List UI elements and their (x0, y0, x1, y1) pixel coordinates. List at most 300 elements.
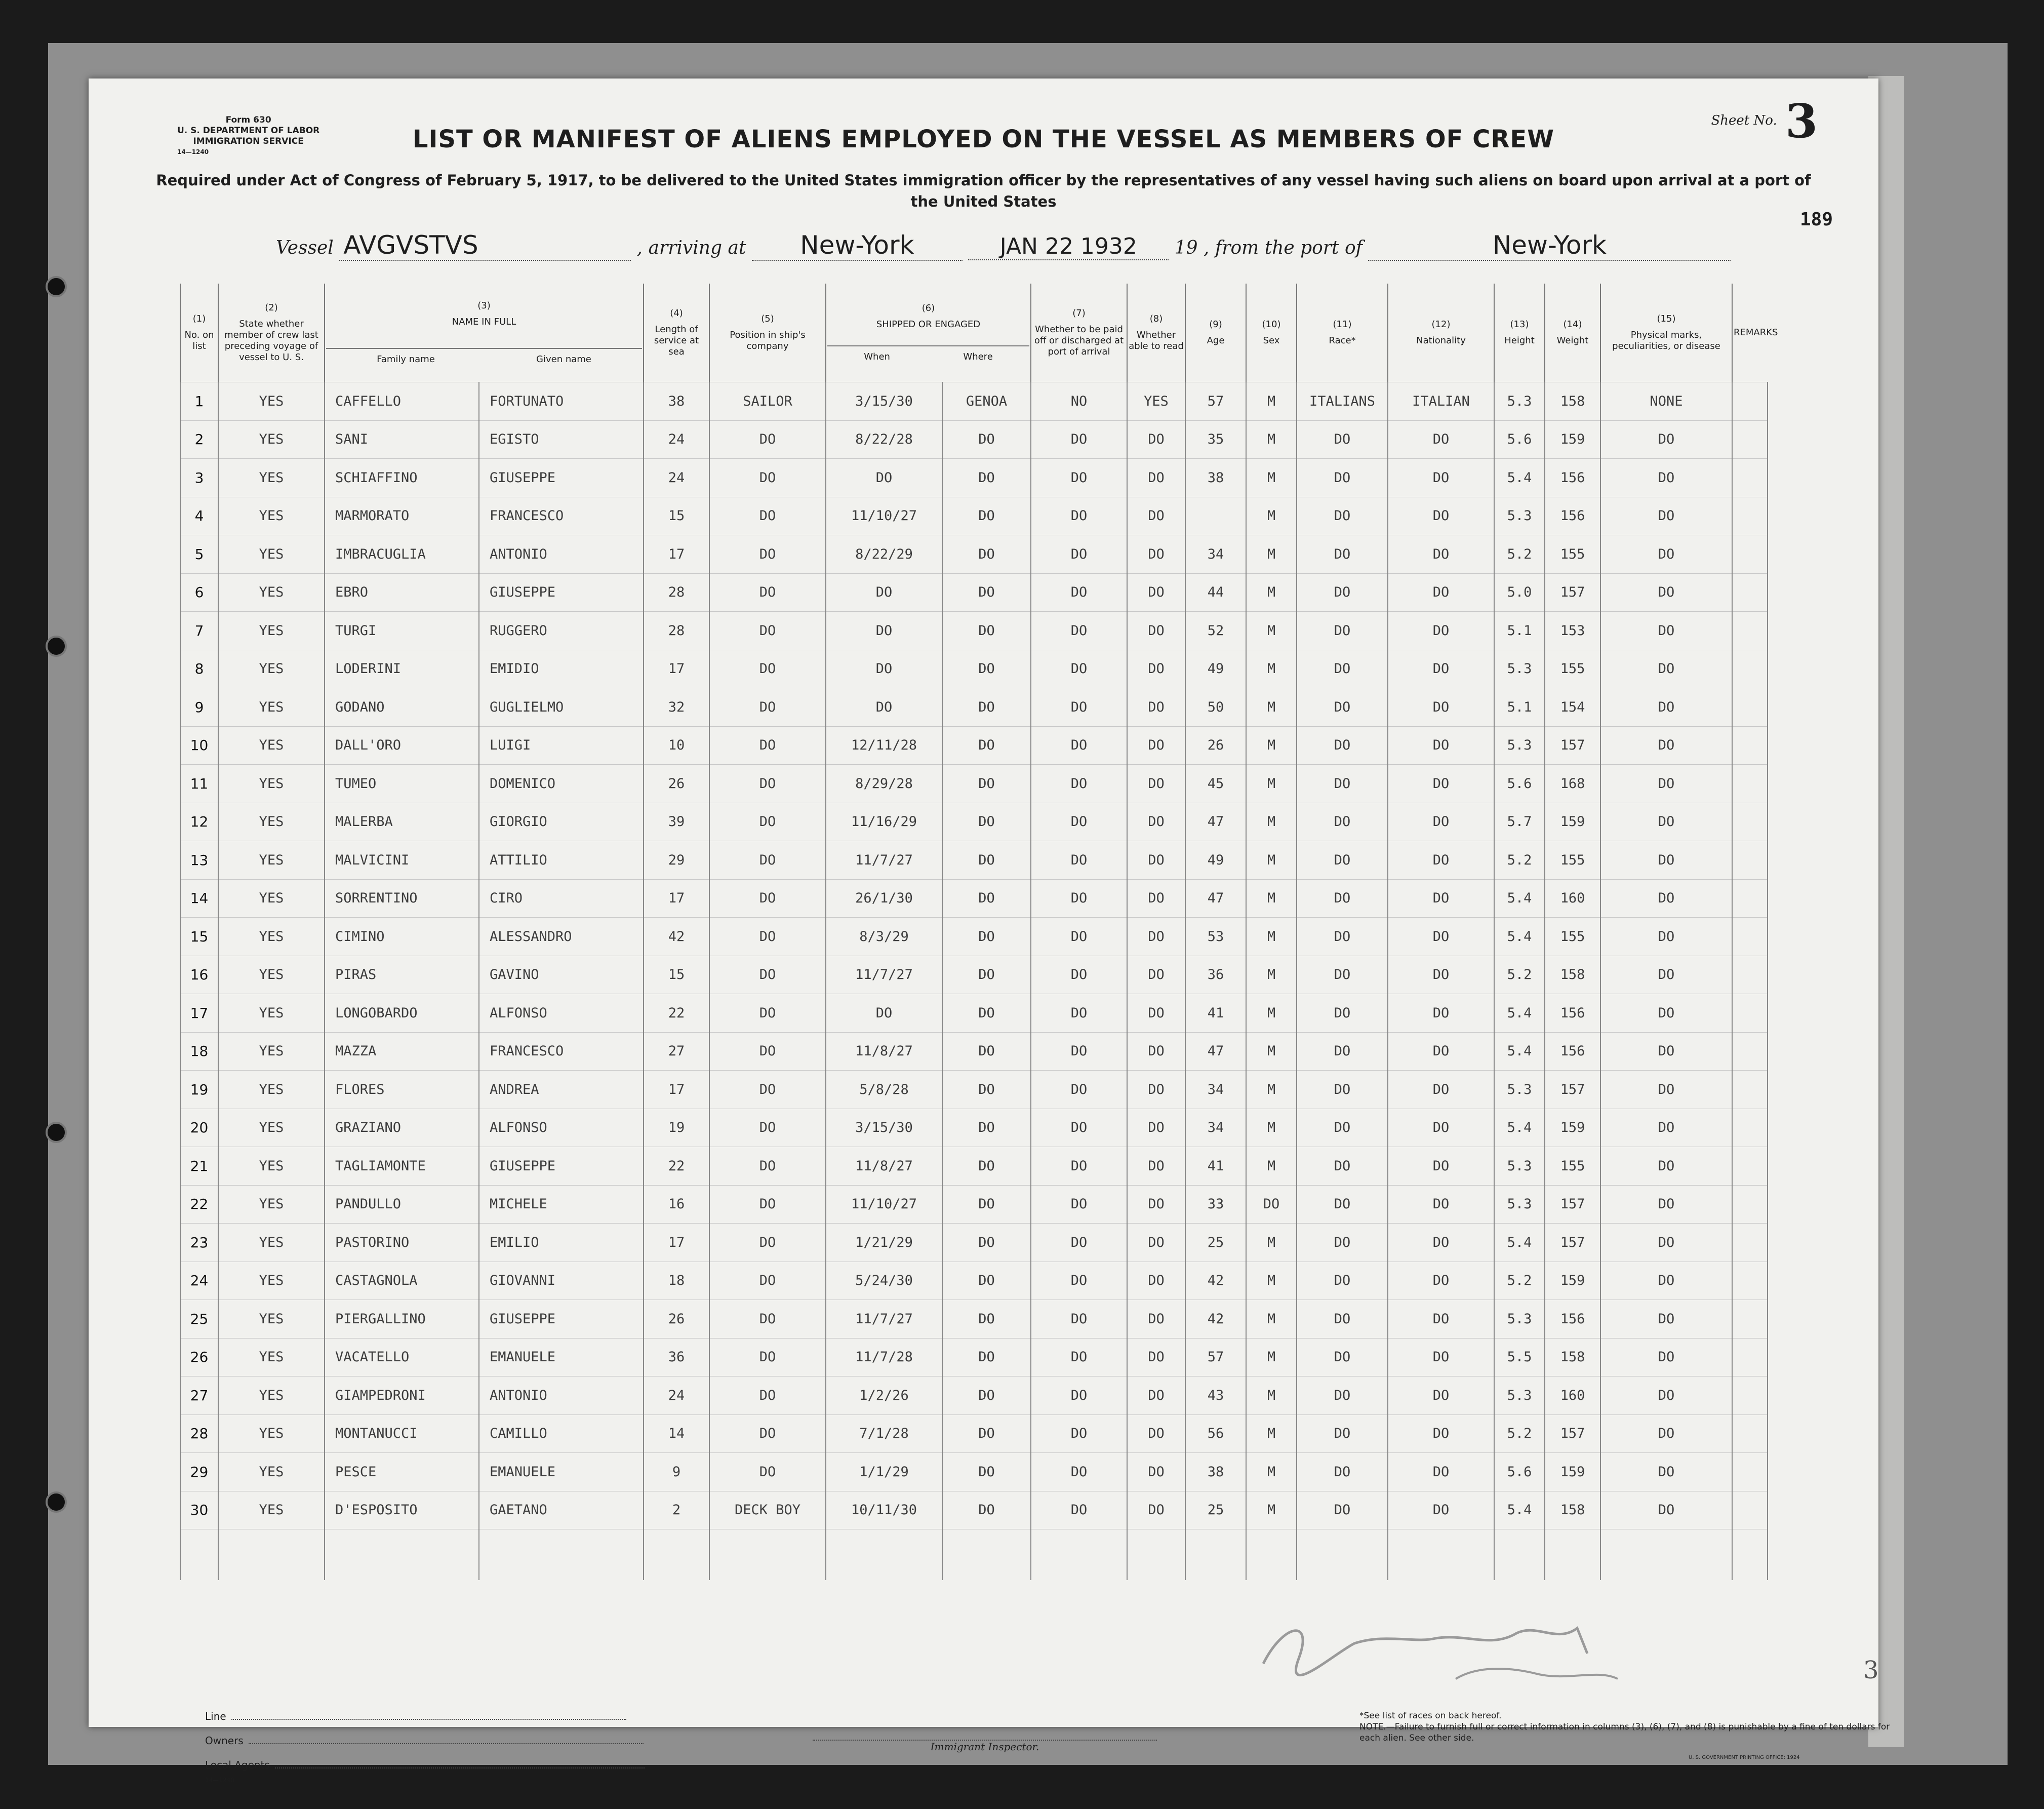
cell-blank (709, 1529, 826, 1581)
cell-family-name: TUMEO (325, 765, 479, 803)
cell-shipped-where: DO (942, 918, 1031, 956)
cell-race: DO (1297, 1109, 1388, 1147)
cell-position: DO (709, 1453, 826, 1491)
cell-paid-off: DO (1031, 535, 1127, 574)
cell-able-read: DO (1127, 688, 1185, 727)
cell-nationality: DO (1388, 535, 1494, 574)
cell-able-read: DO (1127, 650, 1185, 688)
crew-table (180, 284, 1778, 1580)
col-header-position: (5) Position in ship's company (709, 284, 826, 382)
table-row (180, 1414, 1768, 1453)
cell-sex: M (1246, 1414, 1297, 1453)
cell-physical-marks: DO (1600, 994, 1732, 1033)
cell-age: 35 (1185, 420, 1246, 459)
cell-family-name: CIMINO (325, 918, 479, 956)
cell-paid-off: DO (1031, 1147, 1127, 1186)
cell-length-service: 15 (644, 497, 709, 535)
cell-previous-voyage: YES (218, 573, 325, 612)
cell-height: 5.3 (1494, 650, 1545, 688)
cell-height: 5.3 (1494, 1071, 1545, 1109)
cell-age: 53 (1185, 918, 1246, 956)
cell-nationality: DO (1388, 1262, 1494, 1300)
cell-no: 29 (180, 1453, 218, 1491)
cell-able-read: YES (1127, 382, 1185, 421)
cell-age: 34 (1185, 1109, 1246, 1147)
cell-height: 5.3 (1494, 1300, 1545, 1339)
cell-age: 33 (1185, 1185, 1246, 1224)
cell-race: DO (1297, 650, 1388, 688)
col-header-given-name: Given name (536, 354, 591, 365)
cell-age: 50 (1185, 688, 1246, 727)
cell-physical-marks: DO (1600, 726, 1732, 765)
cell-shipped-when: DO (826, 994, 942, 1033)
cell-remarks (1732, 535, 1768, 574)
cell-able-read: DO (1127, 1491, 1185, 1529)
cell-physical-marks: DO (1600, 1377, 1732, 1415)
line-field (231, 1719, 626, 1720)
cell-age: 52 (1185, 612, 1246, 650)
cell-shipped-where: DO (942, 1414, 1031, 1453)
cell-age: 49 (1185, 650, 1246, 688)
col-header-shipped: (6) SHIPPED OR ENGAGED When Where (826, 284, 1031, 382)
cell-physical-marks: DO (1600, 1300, 1732, 1339)
cell-previous-voyage: YES (218, 459, 325, 497)
cell-remarks (1732, 1377, 1768, 1415)
cell-length-service: 27 (644, 1032, 709, 1071)
cell-sex: DO (1246, 1185, 1297, 1224)
cell-shipped-when: 1/1/29 (826, 1453, 942, 1491)
cell-shipped-when: 7/1/28 (826, 1414, 942, 1453)
cell-paid-off: DO (1031, 1453, 1127, 1491)
cell-able-read: DO (1127, 1224, 1185, 1262)
cell-family-name: GRAZIANO (325, 1109, 479, 1147)
cell-shipped-where: DO (942, 803, 1031, 841)
document-subtitle: Required under Act of Congress of February 5, 1917, to be delivered to the United States immigration officer by the representatives of any vessel having such aliens on board upon arrival at a port of the United States (156, 172, 1811, 210)
cell-weight: 158 (1545, 382, 1600, 421)
cell-weight: 159 (1545, 1262, 1600, 1300)
cell-shipped-when: 11/16/29 (826, 803, 942, 841)
cell-family-name: PIERGALLINO (325, 1300, 479, 1339)
col-header-no: (1) No. on list (180, 284, 218, 382)
cell-physical-marks: DO (1600, 535, 1732, 574)
cell-length-service: 17 (644, 879, 709, 918)
agents-field (275, 1767, 645, 1768)
cell-previous-voyage: YES (218, 1147, 325, 1186)
cell-paid-off: DO (1031, 1185, 1127, 1224)
cell-position: DO (709, 841, 826, 880)
cell-family-name: LODERINI (325, 650, 479, 688)
cell-shipped-when: 26/1/30 (826, 879, 942, 918)
cell-race: DO (1297, 1147, 1388, 1186)
cell-physical-marks: DO (1600, 1071, 1732, 1109)
cell-shipped-where: DO (942, 1071, 1031, 1109)
cell-physical-marks: DO (1600, 1453, 1732, 1491)
cell-physical-marks: DO (1600, 1185, 1732, 1224)
cell-nationality: DO (1388, 1491, 1494, 1529)
cell-no: 19 (180, 1071, 218, 1109)
cell-sex: M (1246, 382, 1297, 421)
cell-length-service: 14 (644, 1414, 709, 1453)
cell-blank (1185, 1529, 1246, 1581)
cell-race: DO (1297, 1185, 1388, 1224)
cell-shipped-where: DO (942, 1109, 1031, 1147)
cell-blank (218, 1529, 325, 1581)
races-note: *See list of races on back hereof. (1359, 1711, 1502, 1721)
cell-shipped-when: 1/2/26 (826, 1377, 942, 1415)
cell-height: 5.4 (1494, 1032, 1545, 1071)
cell-height: 5.6 (1494, 765, 1545, 803)
cell-height: 5.1 (1494, 688, 1545, 727)
cell-family-name: PESCE (325, 1453, 479, 1491)
cell-no: 24 (180, 1262, 218, 1300)
cell-previous-voyage: YES (218, 1300, 325, 1339)
cell-family-name: EBRO (325, 573, 479, 612)
cell-previous-voyage: YES (218, 612, 325, 650)
cell-family-name: IMBRACUGLIA (325, 535, 479, 574)
cell-given-name: DOMENICO (479, 765, 644, 803)
table-row (180, 1185, 1768, 1224)
cell-able-read: DO (1127, 535, 1185, 574)
cell-age: 41 (1185, 994, 1246, 1033)
table-row (180, 1109, 1768, 1147)
cell-previous-voyage: YES (218, 1453, 325, 1491)
cell-physical-marks: DO (1600, 956, 1732, 994)
cell-nationality: DO (1388, 1453, 1494, 1491)
cell-able-read: DO (1127, 1109, 1185, 1147)
cell-blank (1388, 1529, 1494, 1581)
punch-hole (46, 1122, 67, 1143)
cell-height: 5.3 (1494, 382, 1545, 421)
cell-previous-voyage: YES (218, 956, 325, 994)
table-row (180, 650, 1768, 688)
cell-shipped-where: DO (942, 1185, 1031, 1224)
cell-given-name: ATTILIO (479, 841, 644, 880)
cell-physical-marks: DO (1600, 650, 1732, 688)
cell-nationality: DO (1388, 1185, 1494, 1224)
from-label: , from the port of (1204, 238, 1362, 258)
form-number: Form 630 (225, 115, 271, 125)
col-header-when: When (864, 351, 890, 362)
owners-field (249, 1743, 644, 1744)
cell-sex: M (1246, 956, 1297, 994)
cell-weight: 157 (1545, 726, 1600, 765)
cell-paid-off: DO (1031, 420, 1127, 459)
cell-family-name: MALERBA (325, 803, 479, 841)
cell-nationality: DO (1388, 420, 1494, 459)
cell-family-name: DALL'ORO (325, 726, 479, 765)
cell-age: 57 (1185, 382, 1246, 421)
blank-row (180, 1529, 1768, 1581)
cell-able-read: DO (1127, 497, 1185, 535)
table-row (180, 918, 1768, 956)
cell-position: DO (709, 879, 826, 918)
cell-position: SAILOR (709, 382, 826, 421)
cell-height: 5.3 (1494, 726, 1545, 765)
col-header-length-service: (4) Length of service at sea (644, 284, 709, 382)
cell-weight: 159 (1545, 1453, 1600, 1491)
cell-age: 38 (1185, 459, 1246, 497)
cell-remarks (1732, 497, 1768, 535)
cell-shipped-where: DO (942, 650, 1031, 688)
cell-shipped-when: DO (826, 688, 942, 727)
cell-blank (1127, 1529, 1185, 1581)
cell-physical-marks: DO (1600, 612, 1732, 650)
table-row (180, 765, 1768, 803)
cell-no: 5 (180, 535, 218, 574)
cell-weight: 157 (1545, 1414, 1600, 1453)
cell-able-read: DO (1127, 612, 1185, 650)
cell-no: 23 (180, 1224, 218, 1262)
cell-shipped-when: 10/11/30 (826, 1491, 942, 1529)
cell-age: 43 (1185, 1377, 1246, 1415)
cell-no: 21 (180, 1147, 218, 1186)
cell-race: DO (1297, 1224, 1388, 1262)
cell-race: DO (1297, 612, 1388, 650)
cell-position: DO (709, 1338, 826, 1377)
date-stamp: JAN 22 1932 (968, 233, 1169, 260)
cell-nationality: DO (1388, 803, 1494, 841)
inspector-signature (1253, 1593, 1709, 1694)
cell-shipped-where: DO (942, 688, 1031, 727)
cell-height: 5.6 (1494, 420, 1545, 459)
cell-paid-off: DO (1031, 994, 1127, 1033)
col-header-physical-marks: (15) Physical marks, peculiarities, or disease (1600, 284, 1732, 382)
cell-shipped-where: DO (942, 1300, 1031, 1339)
cell-blank (1545, 1529, 1600, 1581)
cell-age: 57 (1185, 1338, 1246, 1377)
cell-no: 16 (180, 956, 218, 994)
table-row (180, 612, 1768, 650)
cell-paid-off: DO (1031, 573, 1127, 612)
cell-height: 5.2 (1494, 1262, 1545, 1300)
cell-race: DO (1297, 918, 1388, 956)
cell-no: 8 (180, 650, 218, 688)
table-row (180, 1300, 1768, 1339)
col-header-age: (9) Age (1185, 284, 1246, 382)
cell-length-service: 17 (644, 1071, 709, 1109)
punch-hole (46, 1491, 67, 1513)
cell-no: 1 (180, 382, 218, 421)
cell-height: 5.6 (1494, 1453, 1545, 1491)
cell-family-name: GODANO (325, 688, 479, 727)
cell-sex: M (1246, 1338, 1297, 1377)
cell-length-service: 38 (644, 382, 709, 421)
cell-blank (1494, 1529, 1545, 1581)
crew-table-body (180, 382, 1768, 1581)
cell-physical-marks: DO (1600, 1414, 1732, 1453)
cell-weight: 155 (1545, 650, 1600, 688)
cell-paid-off: DO (1031, 1338, 1127, 1377)
cell-paid-off: DO (1031, 726, 1127, 765)
cell-remarks (1732, 382, 1768, 421)
cell-blank (644, 1529, 709, 1581)
cell-able-read: DO (1127, 956, 1185, 994)
cell-remarks (1732, 688, 1768, 727)
cell-remarks (1732, 420, 1768, 459)
cell-paid-off: DO (1031, 1262, 1127, 1300)
cell-length-service: 24 (644, 459, 709, 497)
cell-no: 3 (180, 459, 218, 497)
cell-family-name: PIRAS (325, 956, 479, 994)
cell-previous-voyage: YES (218, 1262, 325, 1300)
cell-height: 5.3 (1494, 1377, 1545, 1415)
cell-paid-off: DO (1031, 459, 1127, 497)
cell-position: DECK BOY (709, 1491, 826, 1529)
cell-age: 26 (1185, 726, 1246, 765)
cell-shipped-when: 11/10/27 (826, 497, 942, 535)
cell-length-service: 36 (644, 1338, 709, 1377)
cell-race: DO (1297, 1377, 1388, 1415)
document-title: LIST OR MANIFEST OF ALIENS EMPLOYED ON THE VESSEL AS MEMBERS OF CREW (412, 125, 1555, 153)
cell-previous-voyage: YES (218, 1414, 325, 1453)
cell-previous-voyage: YES (218, 650, 325, 688)
cell-previous-voyage: YES (218, 420, 325, 459)
cell-sex: M (1246, 650, 1297, 688)
cell-no: 6 (180, 573, 218, 612)
cell-remarks (1732, 994, 1768, 1033)
vessel-name: AVGVSTVS (339, 230, 631, 261)
cell-race: DO (1297, 1338, 1388, 1377)
cell-paid-off: DO (1031, 765, 1127, 803)
cell-nationality: DO (1388, 1338, 1494, 1377)
cell-position: DO (709, 1032, 826, 1071)
cell-race: DO (1297, 420, 1388, 459)
cell-family-name: GIAMPEDRONI (325, 1377, 479, 1415)
cell-family-name: SCHIAFFINO (325, 459, 479, 497)
cell-nationality: DO (1388, 994, 1494, 1033)
table-row (180, 726, 1768, 765)
cell-length-service: 17 (644, 650, 709, 688)
cell-no: 7 (180, 612, 218, 650)
cell-shipped-where: DO (942, 612, 1031, 650)
cell-blank (1246, 1529, 1297, 1581)
cell-position: DO (709, 1109, 826, 1147)
cell-no: 28 (180, 1414, 218, 1453)
cell-shipped-when: DO (826, 573, 942, 612)
agents-label: Local Agents (205, 1759, 270, 1771)
cell-shipped-where: DO (942, 994, 1031, 1033)
cell-nationality: DO (1388, 726, 1494, 765)
cell-race: DO (1297, 1453, 1388, 1491)
cell-no: 26 (180, 1338, 218, 1377)
sheet-value: 3 (1785, 94, 1818, 148)
cell-physical-marks: DO (1600, 497, 1732, 535)
cell-shipped-where: DO (942, 879, 1031, 918)
cell-paid-off: DO (1031, 1071, 1127, 1109)
cell-shipped-where: DO (942, 420, 1031, 459)
owners-label: Owners (205, 1735, 244, 1747)
cell-nationality: DO (1388, 1377, 1494, 1415)
cell-length-service: 28 (644, 573, 709, 612)
cell-no: 13 (180, 841, 218, 880)
cell-able-read: DO (1127, 765, 1185, 803)
cell-shipped-where: DO (942, 956, 1031, 994)
cell-weight: 156 (1545, 459, 1600, 497)
cell-shipped-when: 8/22/29 (826, 535, 942, 574)
cell-shipped-where: GENOA (942, 382, 1031, 421)
cell-given-name: ANDREA (479, 1071, 644, 1109)
cell-given-name: ALFONSO (479, 994, 644, 1033)
cell-shipped-when: DO (826, 650, 942, 688)
cell-no: 11 (180, 765, 218, 803)
cell-able-read: DO (1127, 1338, 1185, 1377)
cell-family-name: TURGI (325, 612, 479, 650)
cell-remarks (1732, 803, 1768, 841)
cell-previous-voyage: YES (218, 1377, 325, 1415)
cell-able-read: DO (1127, 1414, 1185, 1453)
cell-position: DO (709, 726, 826, 765)
cell-physical-marks: DO (1600, 1109, 1732, 1147)
cell-paid-off: DO (1031, 688, 1127, 727)
cell-weight: 159 (1545, 420, 1600, 459)
cell-position: DO (709, 535, 826, 574)
cell-able-read: DO (1127, 1032, 1185, 1071)
cell-shipped-where: DO (942, 1491, 1031, 1529)
cell-able-read: DO (1127, 1185, 1185, 1224)
cell-height: 5.4 (1494, 879, 1545, 918)
table-row (180, 535, 1768, 574)
cell-physical-marks: DO (1600, 459, 1732, 497)
cell-weight: 155 (1545, 841, 1600, 880)
cell-position: DO (709, 459, 826, 497)
cell-remarks (1732, 1032, 1768, 1071)
cell-paid-off: DO (1031, 612, 1127, 650)
cell-blank (826, 1529, 942, 1581)
cell-paid-off: DO (1031, 1377, 1127, 1415)
cell-height: 5.4 (1494, 1491, 1545, 1529)
cell-age: 44 (1185, 573, 1246, 612)
cell-previous-voyage: YES (218, 535, 325, 574)
cell-shipped-where: DO (942, 1224, 1031, 1262)
cell-length-service: 42 (644, 918, 709, 956)
cell-race: DO (1297, 688, 1388, 727)
cell-remarks (1732, 612, 1768, 650)
cell-position: DO (709, 1262, 826, 1300)
cell-previous-voyage: YES (218, 1109, 325, 1147)
table-row (180, 841, 1768, 880)
cell-blank (1297, 1529, 1388, 1581)
col-header-height: (13) Height (1494, 284, 1545, 382)
cell-given-name: GAVINO (479, 956, 644, 994)
cell-family-name: SORRENTINO (325, 879, 479, 918)
table-row (180, 573, 1768, 612)
cell-sex: M (1246, 535, 1297, 574)
cell-weight: 159 (1545, 1109, 1600, 1147)
cell-shipped-where: DO (942, 1453, 1031, 1491)
department: U. S. DEPARTMENT OF LABOR (177, 126, 320, 136)
table-row (180, 1071, 1768, 1109)
table-row (180, 956, 1768, 994)
cell-previous-voyage: YES (218, 1338, 325, 1377)
cell-race: DO (1297, 535, 1388, 574)
col-header-nationality: (12) Nationality (1388, 284, 1494, 382)
col-header-remarks: REMARKS (1732, 284, 1768, 382)
cell-remarks (1732, 573, 1768, 612)
cell-nationality: DO (1388, 1224, 1494, 1262)
cell-race: DO (1297, 956, 1388, 994)
cell-previous-voyage: YES (218, 803, 325, 841)
cell-given-name: FORTUNATO (479, 382, 644, 421)
cell-shipped-when: 3/15/30 (826, 1109, 942, 1147)
cell-length-service: 24 (644, 1377, 709, 1415)
cell-weight: 158 (1545, 1491, 1600, 1529)
agent-block (205, 1704, 645, 1783)
cell-physical-marks: DO (1600, 1338, 1732, 1377)
cell-family-name: SANI (325, 420, 479, 459)
cell-nationality: DO (1388, 1300, 1494, 1339)
cell-sex: M (1246, 497, 1297, 535)
cell-paid-off: DO (1031, 918, 1127, 956)
